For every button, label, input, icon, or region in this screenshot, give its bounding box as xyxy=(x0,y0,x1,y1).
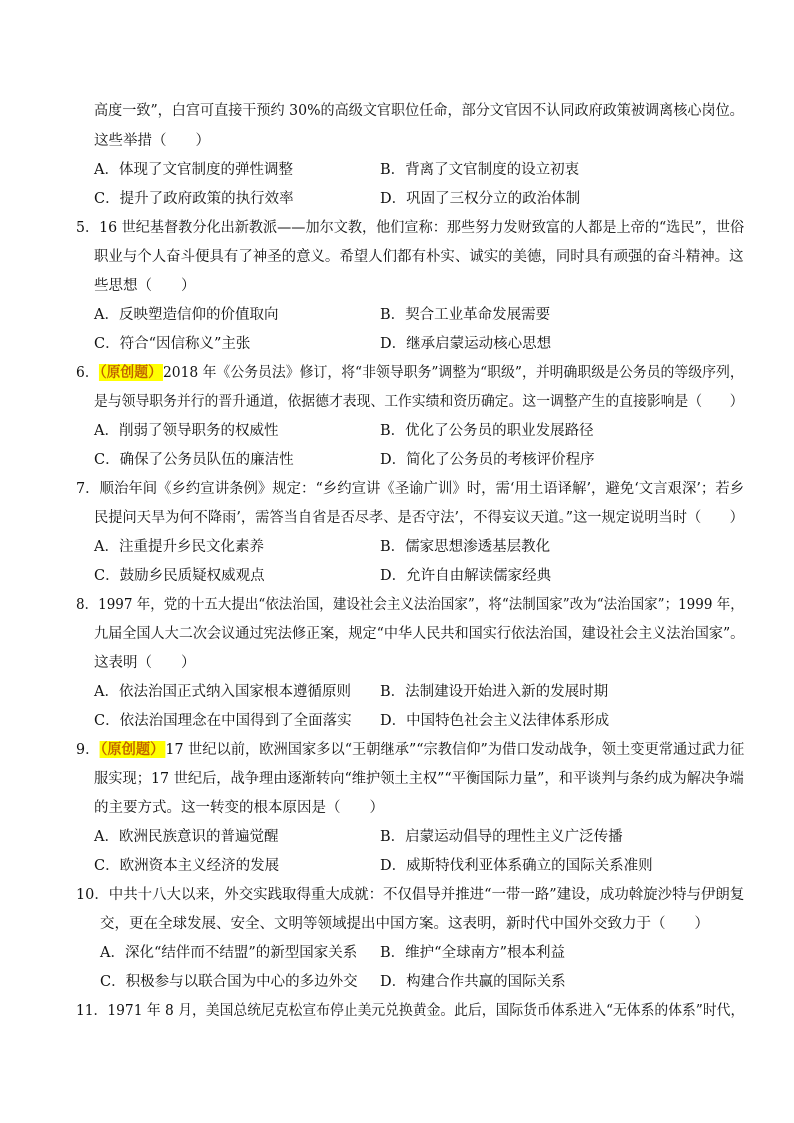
q8-option-c: C．依法治国理念在中国得到了全面落实 xyxy=(94,713,352,729)
q8-text-line2: 九届全国人大二次会议通过宪法修正案，规定“中华人民共和国实行依法治国，建设社会主义法治国家”。 xyxy=(94,626,745,642)
q7-text-line1: 7．顺治年间《乡约宣讲条例》规定：“乡约宣讲《圣谕广训》时，需‘用土语译解’，避免‘文言艰深’；若乡 xyxy=(76,481,745,497)
q7-option-b: B．儒家思想渗透基层教化 xyxy=(380,539,551,555)
q6-text-line2: 是与领导职务并行的晋升通道，依据德才表现、工作实绩和资历确定。这一调整产生的直接影响是（ ） xyxy=(94,394,744,410)
q9-stem: 17 世纪以前，欧洲国家多以“王朝继承”“宗教信仰”为借口发动战争，领土变更常通过武力征 xyxy=(165,742,745,758)
q6-option-c: C．确保了公务员队伍的廉洁性 xyxy=(94,452,294,468)
q9-option-a: A．欧洲民族意识的普遍觉醒 xyxy=(94,829,279,845)
q5-option-a: A．反映塑造信仰的价值取向 xyxy=(94,307,279,323)
q6-option-d: D．简化了公务员的考核评价程序 xyxy=(380,452,595,468)
q8-option-a: A．依法治国正式纳入国家根本遵循原则 xyxy=(94,684,351,700)
q9-number: 9． xyxy=(76,742,100,758)
q9-text-line2: 服实现；17 世纪后，战争理由逐渐转向“维护领土主权”“平衡国际力量”，和平谈判与条约成为解决争端 xyxy=(94,771,744,787)
q4-option-d: D．巩固了三权分立的政治体制 xyxy=(380,191,581,207)
q9-option-c: C．欧洲资本主义经济的发展 xyxy=(94,858,280,874)
q8-option-d: D．中国特色社会主义法律体系形成 xyxy=(380,713,610,729)
q4-option-c: C．提升了政府政策的执行效率 xyxy=(94,191,294,207)
q10-text-line1: 10．中共十八大以来，外交实践取得重大成就：不仅倡导并推进“一带一路”建设，成功斡旋沙特与伊朗复 xyxy=(76,887,745,903)
q5-text-line1: 5．16 世纪基督教分化出新教派——加尔文教，他们宣称：那些努力发财致富的人都是上帝的“选民”，世俗 xyxy=(76,220,745,236)
q4-text-line2: 这些举措（ ） xyxy=(94,133,210,149)
q7-option-c: C．鼓励乡民质疑权威观点 xyxy=(94,568,265,584)
q10-option-b: B．维护“全球南方”根本利益 xyxy=(380,945,565,961)
q10-text-line2: 交，更在全球发展、安全、文明等领域提出中国方案。这表明，新时代中国外交致力于（ ） xyxy=(100,916,709,932)
q10-option-d: D．构建合作共赢的国际关系 xyxy=(380,974,566,990)
q4-text-line1: 高度一致”，白宫可直接干预约 30%的高级文官职位任命，部分文官因不认同政府政策被调离核心岗位。 xyxy=(94,103,744,119)
original-question-tag: （原创题） xyxy=(99,364,162,381)
q10-option-a: A．深化“结伴而不结盟”的新型国家关系 xyxy=(100,945,358,961)
q6-number: 6． xyxy=(76,365,99,381)
q10-option-c: C．积极参与以联合国为中心的多边外交 xyxy=(100,974,358,990)
q4-option-a: A．体现了文官制度的弹性调整 xyxy=(94,162,293,178)
q4-option-b: B．背离了文官制度的设立初衷 xyxy=(380,162,580,178)
q6-stem: 2018 年《公务员法》修订，将“非领导职务”调整为“职级”，并明确职级是公务员的等级序列， xyxy=(162,365,744,381)
q8-text-line1: 8．1997 年，党的十五大提出“依法治国，建设社会主义法治国家”，将“法制国家”改为“法治国家”；1999 年， xyxy=(76,597,744,613)
q7-text-line2: 民提问天旱为何不降雨’，需答当自省是否尽孝、是否守法’，不得妄议天道。”这一规定说明当时（ ） xyxy=(94,510,744,526)
q5-option-d: D．继承启蒙运动核心思想 xyxy=(380,336,552,352)
q6-option-a: A．削弱了领导职务的权威性 xyxy=(94,423,279,439)
q6-text-line1 xyxy=(76,363,744,383)
q5-option-c: C．符合“因信称义”主张 xyxy=(94,336,251,352)
q7-option-a: A．注重提升乡民文化素养 xyxy=(94,539,264,555)
original-question-tag: （原创题） xyxy=(100,741,165,758)
q11-text-line1: 11．1971 年 8 月，美国总统尼克松宣布停止美元兑换黄金。此后，国际货币体系进入“无体系的体系”时代， xyxy=(76,1003,745,1019)
q9-text-line3: 的主要方式。这一转变的根本原因是（ ） xyxy=(94,800,384,816)
q5-text-line2: 职业与个人奋斗便具有了神圣的意义。希望人们都有朴实、诚实的美德，同时具有顽强的奋斗精神。这 xyxy=(94,249,744,265)
q9-option-d: D．威斯特伐利亚体系确立的国际关系准则 xyxy=(380,858,653,874)
q7-option-d: D．允许自由解读儒家经典 xyxy=(380,568,552,584)
q9-option-b: B．启蒙运动倡导的理性主义广泛传播 xyxy=(380,829,623,845)
q9-text-line1 xyxy=(76,740,744,760)
q8-text-line3: 这表明（ ） xyxy=(94,655,196,671)
q5-option-b: B．契合工业革命发展需要 xyxy=(380,307,551,323)
q5-text-line3: 些思想（ ） xyxy=(94,278,196,294)
q8-option-b: B．法制建设开始进入新的发展时期 xyxy=(380,684,609,700)
q6-option-b: B．优化了公务员的职业发展路径 xyxy=(380,423,594,439)
